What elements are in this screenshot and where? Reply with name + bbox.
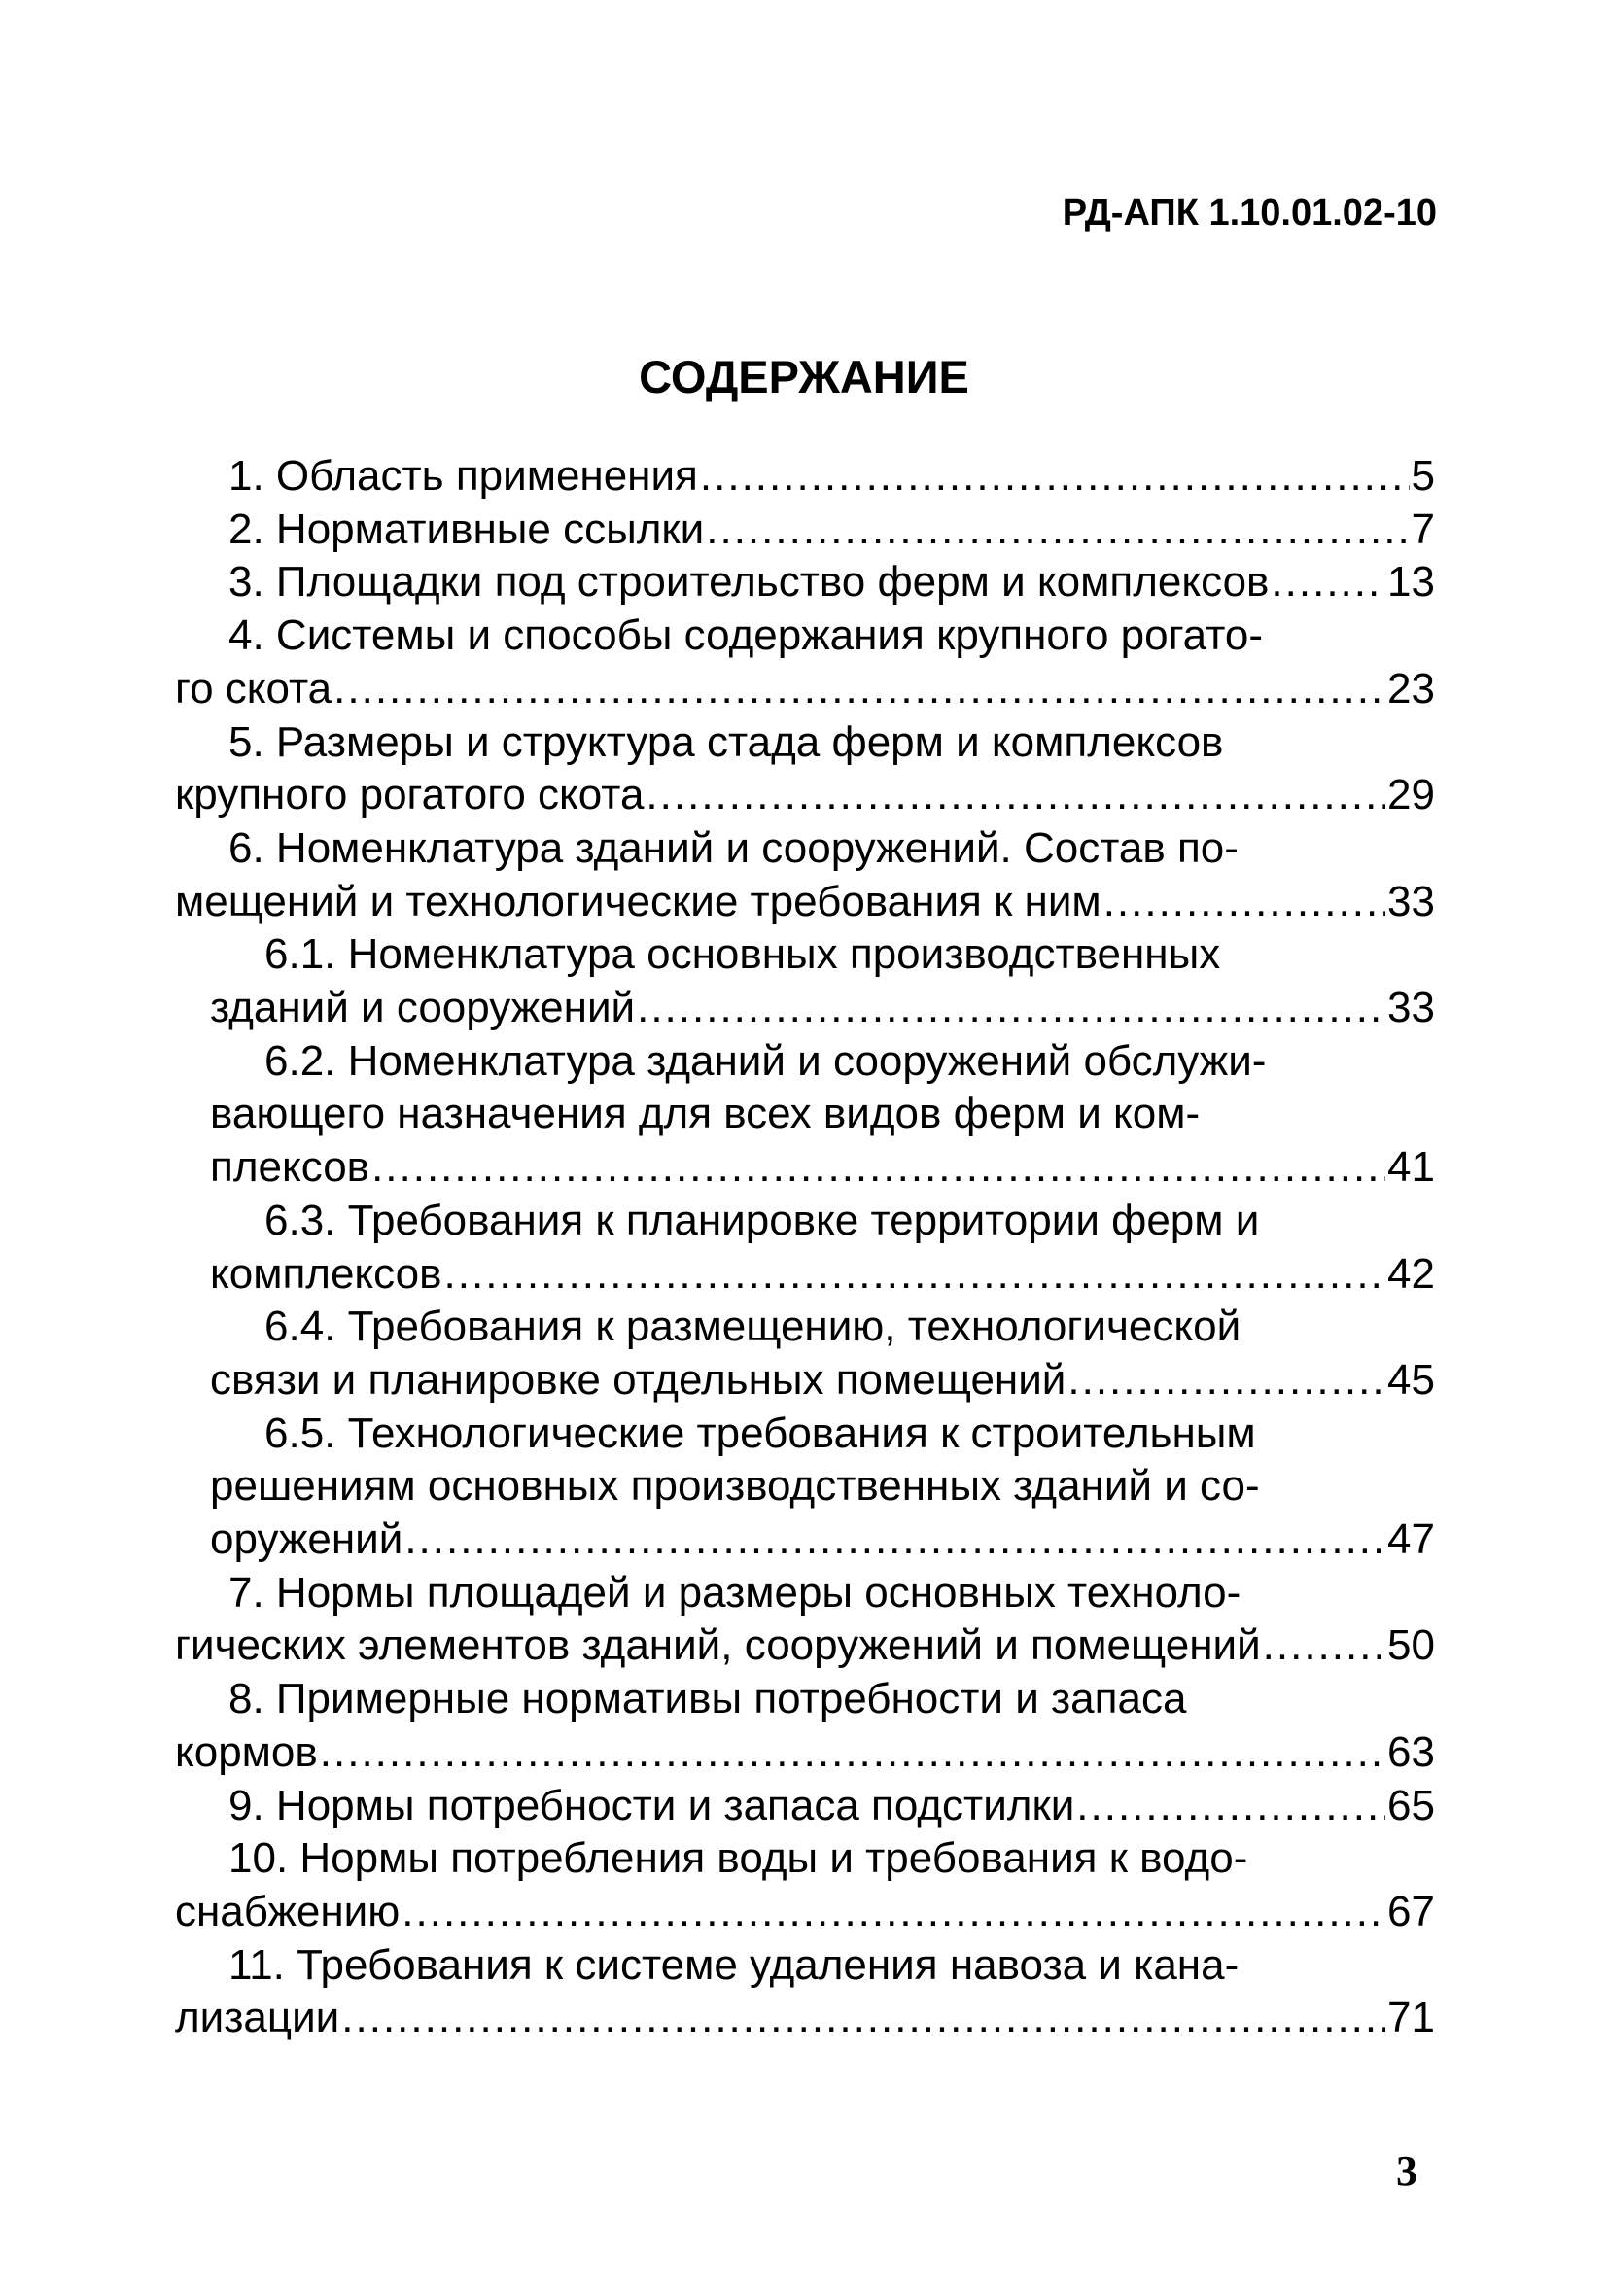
toc-entry-text: 2. Нормативные ссылки bbox=[228, 504, 705, 553]
toc-leader-dots bbox=[444, 1248, 1386, 1302]
toc-page-number: 5 bbox=[1411, 452, 1435, 500]
toc-line bbox=[175, 609, 1435, 663]
toc-line bbox=[175, 716, 1435, 770]
toc-leader-dots bbox=[341, 1992, 1385, 2045]
toc-line bbox=[175, 1354, 1435, 1408]
toc-entry-text: 3. Площадки под строительство ферм и комплексов bbox=[228, 558, 1270, 607]
toc-entry-text: зданий и сооружений bbox=[210, 984, 636, 1032]
toc-leader-dots bbox=[706, 504, 1409, 557]
toc-page-number: 47 bbox=[1387, 1515, 1435, 1564]
toc-entry-text: лизации bbox=[175, 1994, 340, 2042]
toc-leader-dots bbox=[404, 1513, 1385, 1567]
toc-entry-text: плексов bbox=[210, 1143, 370, 1192]
toc-entry-text: 6.3. Требования к планировке территории ферм и bbox=[264, 1196, 1260, 1244]
toc-entry-text: 6.5. Технологические требования к строительным bbox=[264, 1409, 1256, 1457]
toc-entry-text: 7. Нормы площадей и размеры основных техноло- bbox=[228, 1568, 1241, 1617]
toc-line bbox=[175, 1035, 1435, 1089]
toc-line bbox=[175, 1248, 1435, 1302]
toc-page-number: 33 bbox=[1387, 984, 1435, 1032]
toc-page-number: 29 bbox=[1387, 771, 1435, 819]
toc-line bbox=[175, 663, 1435, 716]
toc-entry-text: связи и планировке отдельных помещений bbox=[210, 1355, 1066, 1404]
toc-entry-text: 10. Нормы потребления воды и требования к водо- bbox=[228, 1834, 1248, 1883]
toc-leader-dots bbox=[637, 982, 1385, 1035]
toc-leader-dots bbox=[1271, 556, 1385, 609]
toc-line bbox=[175, 556, 1435, 609]
toc-entry-text: комплексов bbox=[210, 1249, 442, 1298]
toc-line bbox=[175, 1886, 1435, 1939]
toc-leader-dots bbox=[402, 1886, 1385, 1939]
toc-entry-text: 8. Примерные нормативы потребности и запаса bbox=[228, 1675, 1187, 1723]
toc-entry-text: 6.1. Номенклатура основных производственных bbox=[264, 930, 1221, 979]
toc-entry-text: гических элементов зданий, сооружений и помещений bbox=[175, 1621, 1261, 1670]
toc-line bbox=[175, 982, 1435, 1035]
toc-entry-text: 11. Требования к системе удаления навоза и кана- bbox=[228, 1940, 1240, 1989]
toc-leader-dots bbox=[1103, 876, 1385, 929]
toc-entry-text: мещений и технологические требования к ним bbox=[175, 877, 1101, 925]
toc-entry-text: 5. Размеры и структура стада ферм и комплексов bbox=[228, 717, 1224, 766]
toc-line bbox=[175, 1460, 1435, 1513]
toc-page-number: 41 bbox=[1387, 1143, 1435, 1192]
toc-line bbox=[175, 1301, 1435, 1354]
toc-entry-text: 6.4. Требования к размещению, технологической bbox=[264, 1303, 1241, 1351]
toc-page-number: 65 bbox=[1387, 1781, 1435, 1829]
toc-line bbox=[175, 928, 1435, 982]
toc-leader-dots bbox=[1263, 1619, 1385, 1673]
toc-line bbox=[175, 1408, 1435, 1461]
toc-leader-dots bbox=[320, 1726, 1385, 1780]
toc-entry-text: решениям основных производственных зданий и со- bbox=[210, 1462, 1260, 1511]
toc-entry-text: кормов bbox=[175, 1727, 318, 1776]
toc-line bbox=[175, 450, 1435, 504]
toc-leader-dots bbox=[371, 1141, 1385, 1195]
toc-entry-text: снабжению bbox=[175, 1887, 401, 1935]
table-of-contents bbox=[175, 450, 1435, 2045]
document-code: РД-АПК 1.10.01.02-10 bbox=[1062, 192, 1437, 233]
toc-entry-text: оружений bbox=[210, 1515, 403, 1564]
toc-line bbox=[175, 1195, 1435, 1248]
toc-line bbox=[175, 1141, 1435, 1195]
page-number: 3 bbox=[1396, 2147, 1417, 2195]
toc-entry-text: 9. Нормы потребности и запаса подстилки bbox=[228, 1781, 1075, 1829]
toc-page-number: 63 bbox=[1387, 1727, 1435, 1776]
toc-line bbox=[175, 1939, 1435, 1993]
toc-page-number: 45 bbox=[1387, 1355, 1435, 1404]
toc-page-number: 33 bbox=[1387, 877, 1435, 925]
toc-entry-text: 1. Область применения bbox=[228, 452, 698, 500]
toc-line bbox=[175, 504, 1435, 557]
toc-line bbox=[175, 1513, 1435, 1567]
toc-line bbox=[175, 1567, 1435, 1620]
toc-leader-dots bbox=[1067, 1354, 1385, 1408]
toc-line bbox=[175, 1992, 1435, 2045]
toc-line bbox=[175, 1832, 1435, 1886]
toc-page-number: 13 bbox=[1387, 558, 1435, 607]
toc-page-number: 7 bbox=[1411, 504, 1435, 553]
toc-entry-text: 6. Номенклатура зданий и сооружений. Состав по- bbox=[228, 823, 1239, 872]
toc-leader-dots bbox=[646, 769, 1385, 822]
toc-line bbox=[175, 1088, 1435, 1141]
toc-page-number: 42 bbox=[1387, 1249, 1435, 1298]
toc-line bbox=[175, 1780, 1435, 1833]
toc-page-number: 23 bbox=[1387, 664, 1435, 713]
toc-line bbox=[175, 1673, 1435, 1726]
toc-line bbox=[175, 1726, 1435, 1780]
toc-page-number: 71 bbox=[1387, 1994, 1435, 2042]
toc-entry-text: 4. Системы и способы содержания крупного рогато- bbox=[228, 611, 1263, 660]
toc-line bbox=[175, 822, 1435, 876]
toc-entry-text: го скота bbox=[175, 664, 332, 713]
toc-line bbox=[175, 769, 1435, 822]
toc-leader-dots bbox=[1076, 1780, 1385, 1833]
toc-page-number: 67 bbox=[1387, 1887, 1435, 1935]
toc-page-number: 50 bbox=[1387, 1621, 1435, 1670]
toc-entry-text: 6.2. Номенклатура зданий и сооружений обслужи- bbox=[264, 1036, 1267, 1085]
toc-leader-dots bbox=[333, 663, 1385, 716]
toc-entry-text: вающего назначения для всех видов ферм и ком- bbox=[210, 1090, 1201, 1138]
toc-line bbox=[175, 876, 1435, 929]
toc-leader-dots bbox=[700, 450, 1410, 504]
toc-entry-text: крупного рогатого скота bbox=[175, 771, 645, 819]
toc-line bbox=[175, 1619, 1435, 1673]
page-title: СОДЕРЖАНИЕ bbox=[639, 351, 969, 402]
